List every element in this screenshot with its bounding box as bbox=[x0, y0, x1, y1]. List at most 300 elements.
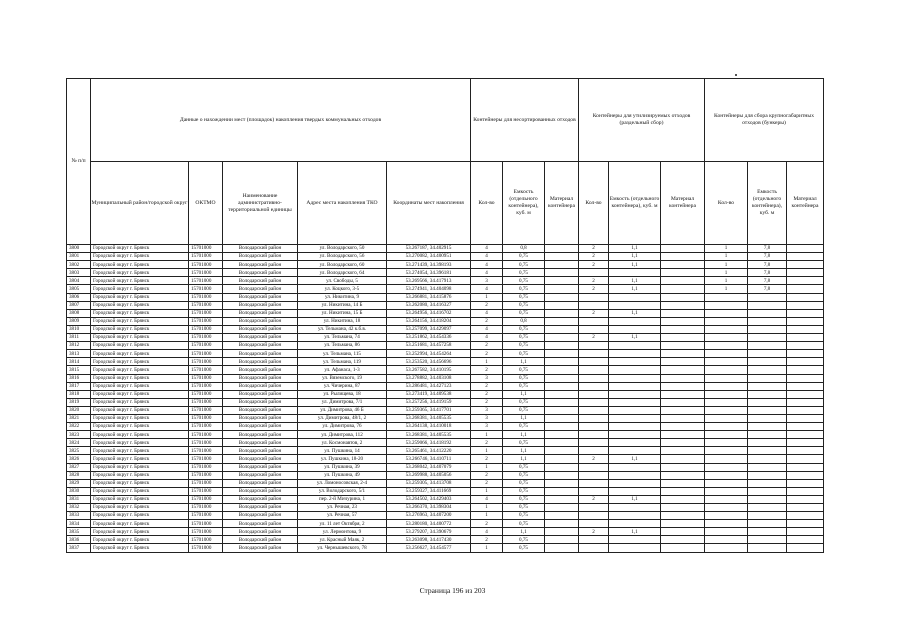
row-oktmo: 15701000 bbox=[189, 528, 223, 536]
row-material-unsorted bbox=[545, 439, 579, 447]
row-count-bulky bbox=[705, 536, 748, 544]
row-oktmo: 15701000 bbox=[189, 309, 223, 317]
row-count-unsorted: 1 bbox=[471, 431, 503, 439]
row-district: Городской округ г. Брянск bbox=[91, 269, 189, 277]
row-number: 3815 bbox=[67, 366, 91, 374]
row-coords: 53.259327, 34.411669 bbox=[387, 487, 471, 495]
row-oktmo: 15701000 bbox=[189, 512, 223, 520]
row-district: Городской округ г. Брянск bbox=[91, 325, 189, 333]
row-capacity-unsorted: 0,75 bbox=[503, 479, 545, 487]
row-material-separate bbox=[661, 544, 705, 552]
row-oktmo: 15701000 bbox=[189, 374, 223, 382]
row-capacity-unsorted: 0,75 bbox=[503, 293, 545, 301]
row-capacity-separate bbox=[609, 350, 661, 358]
row-capacity-unsorted: 0,75 bbox=[503, 277, 545, 285]
row-count-unsorted: 2 bbox=[471, 398, 503, 406]
row-count-unsorted: 2 bbox=[471, 301, 503, 309]
row-oktmo: 15701000 bbox=[189, 301, 223, 309]
row-count-bulky bbox=[705, 463, 748, 471]
row-count-bulky: 1 bbox=[705, 277, 748, 285]
row-material-separate bbox=[661, 269, 705, 277]
row-number: 3821 bbox=[67, 414, 91, 422]
row-capacity-bulky bbox=[748, 463, 787, 471]
row-territory: Володарский район bbox=[223, 487, 298, 495]
row-number: 3831 bbox=[67, 495, 91, 503]
row-material-unsorted bbox=[545, 495, 579, 503]
row-count-bulky bbox=[705, 398, 748, 406]
waste-sites-table bbox=[66, 78, 824, 553]
row-number: 3810 bbox=[67, 325, 91, 333]
row-address: ул. Володарского, 50 bbox=[298, 245, 387, 253]
row-coords: 53.267187, 34.402915 bbox=[387, 245, 471, 253]
row-capacity-separate: 1,1 bbox=[609, 245, 661, 253]
row-number: 3803 bbox=[67, 269, 91, 277]
header-count-unsorted: Кол-во bbox=[471, 162, 503, 245]
row-capacity-separate bbox=[609, 374, 661, 382]
table-row bbox=[67, 382, 824, 390]
table-row bbox=[67, 447, 824, 455]
row-capacity-separate bbox=[609, 390, 661, 398]
row-territory: Володарский район bbox=[223, 528, 298, 536]
header-group-location: Данные о нахождении мест (площадок) накопления твердых коммунальных отходов bbox=[91, 79, 471, 162]
row-count-unsorted: 2 bbox=[471, 350, 503, 358]
row-material-bulky bbox=[787, 504, 824, 512]
row-number: 3823 bbox=[67, 431, 91, 439]
row-material-unsorted bbox=[545, 334, 579, 342]
row-oktmo: 15701000 bbox=[189, 350, 223, 358]
row-material-unsorted bbox=[545, 487, 579, 495]
row-coords: 53.271439, 34.398193 bbox=[387, 261, 471, 269]
row-capacity-unsorted: 0,8 bbox=[503, 245, 545, 253]
row-oktmo: 15701000 bbox=[189, 325, 223, 333]
row-coords: 53.273419, 34.409538 bbox=[387, 390, 471, 398]
table-row bbox=[67, 358, 824, 366]
row-count-unsorted: 4 bbox=[471, 325, 503, 333]
row-address: ул. Пушкина, 49 bbox=[298, 471, 387, 479]
row-count-bulky bbox=[705, 431, 748, 439]
row-territory: Володарский район bbox=[223, 414, 298, 422]
row-count-bulky bbox=[705, 455, 748, 463]
row-capacity-unsorted: 0,75 bbox=[503, 285, 545, 293]
row-count-bulky bbox=[705, 390, 748, 398]
row-address: ул. Речная, 23 bbox=[298, 504, 387, 512]
row-oktmo: 15701000 bbox=[189, 253, 223, 261]
row-material-bulky bbox=[787, 471, 824, 479]
row-count-separate bbox=[579, 382, 609, 390]
header-address: Адрес места накопления ТКО bbox=[298, 162, 387, 245]
row-count-unsorted: 1 bbox=[471, 487, 503, 495]
row-oktmo: 15701000 bbox=[189, 366, 223, 374]
row-capacity-unsorted: 0,75 bbox=[503, 366, 545, 374]
table-row bbox=[67, 487, 824, 495]
table-row bbox=[67, 423, 824, 431]
row-material-separate bbox=[661, 414, 705, 422]
header-oktmo: ОКТМО bbox=[189, 162, 223, 245]
row-capacity-bulky bbox=[748, 439, 787, 447]
row-count-separate bbox=[579, 504, 609, 512]
table-row bbox=[67, 269, 824, 277]
row-number: 3837 bbox=[67, 544, 91, 552]
row-count-bulky: 1 bbox=[705, 269, 748, 277]
row-material-separate bbox=[661, 334, 705, 342]
row-count-separate bbox=[579, 301, 609, 309]
row-count-unsorted: 4 bbox=[471, 269, 503, 277]
row-capacity-bulky bbox=[748, 301, 787, 309]
row-address: ул. 11 лет Октября, 2 bbox=[298, 520, 387, 528]
row-count-unsorted: 1 bbox=[471, 447, 503, 455]
row-coords: 53.268381, 34.405535 bbox=[387, 431, 471, 439]
row-capacity-bulky bbox=[748, 390, 787, 398]
row-count-unsorted: 4 bbox=[471, 334, 503, 342]
row-count-bulky bbox=[705, 382, 748, 390]
row-count-separate bbox=[579, 317, 609, 325]
row-capacity-bulky bbox=[748, 309, 787, 317]
row-material-unsorted bbox=[545, 520, 579, 528]
row-district: Городской округ г. Брянск bbox=[91, 512, 189, 520]
row-address: ул. Тельмана, 74 bbox=[298, 334, 387, 342]
row-capacity-bulky bbox=[748, 495, 787, 503]
row-address: ул. Свободы, 5 bbox=[298, 277, 387, 285]
row-district: Городской округ г. Брянск bbox=[91, 390, 189, 398]
table-row bbox=[67, 463, 824, 471]
row-address: ул. Тельмана, 86 bbox=[298, 342, 387, 350]
row-capacity-unsorted: 1,1 bbox=[503, 447, 545, 455]
row-capacity-separate: 1,1 bbox=[609, 253, 661, 261]
row-number: 3836 bbox=[67, 536, 91, 544]
row-address: ул. Пушкина, 18-20 bbox=[298, 455, 387, 463]
row-material-bulky bbox=[787, 245, 824, 253]
row-capacity-unsorted: 1,1 bbox=[503, 528, 545, 536]
row-capacity-separate bbox=[609, 301, 661, 309]
row-material-unsorted bbox=[545, 374, 579, 382]
row-capacity-bulky bbox=[748, 479, 787, 487]
table-row bbox=[67, 504, 824, 512]
table-row bbox=[67, 406, 824, 414]
row-territory: Володарский район bbox=[223, 544, 298, 552]
row-oktmo: 15701000 bbox=[189, 423, 223, 431]
row-material-bulky bbox=[787, 350, 824, 358]
row-count-unsorted: 2 bbox=[471, 520, 503, 528]
row-coords: 53.259365, 34.417701 bbox=[387, 406, 471, 414]
row-coords: 53.268042, 34.407079 bbox=[387, 463, 471, 471]
row-capacity-unsorted: 0,75 bbox=[503, 463, 545, 471]
row-address: ул. Ломоносовская, 2-4 bbox=[298, 479, 387, 487]
row-coords: 53.269566, 34.417913 bbox=[387, 277, 471, 285]
table-row bbox=[67, 325, 824, 333]
row-coords: 53.256627, 34.454577 bbox=[387, 544, 471, 552]
row-number: 3830 bbox=[67, 487, 91, 495]
row-material-separate bbox=[661, 423, 705, 431]
row-count-unsorted: 4 bbox=[471, 245, 503, 253]
row-capacity-unsorted: 0,75 bbox=[503, 536, 545, 544]
row-number: 3800 bbox=[67, 245, 91, 253]
row-material-separate bbox=[661, 504, 705, 512]
header-group-bulky: Контейнеры для сбора крупногабаритных отходов (бункеры) bbox=[705, 79, 824, 162]
row-count-bulky bbox=[705, 406, 748, 414]
table-row bbox=[67, 334, 824, 342]
row-capacity-separate bbox=[609, 479, 661, 487]
row-number: 3809 bbox=[67, 317, 91, 325]
row-capacity-separate: 1,1 bbox=[609, 261, 661, 269]
row-count-bulky bbox=[705, 495, 748, 503]
row-material-unsorted bbox=[545, 253, 579, 261]
row-material-unsorted bbox=[545, 366, 579, 374]
row-material-bulky bbox=[787, 390, 824, 398]
row-territory: Володарский район bbox=[223, 261, 298, 269]
row-material-bulky bbox=[787, 463, 824, 471]
row-address: ул. Димитрова, 7/1 bbox=[298, 398, 387, 406]
row-district: Городской округ г. Брянск bbox=[91, 309, 189, 317]
row-count-separate bbox=[579, 358, 609, 366]
row-capacity-bulky bbox=[748, 512, 787, 520]
table-row bbox=[67, 439, 824, 447]
row-oktmo: 15701000 bbox=[189, 447, 223, 455]
row-material-bulky bbox=[787, 269, 824, 277]
row-number: 3802 bbox=[67, 261, 91, 269]
row-material-bulky bbox=[787, 398, 824, 406]
row-oktmo: 15701000 bbox=[189, 261, 223, 269]
header-capacity-unsorted: Емкость (отдельного контейнера), куб. м bbox=[503, 162, 545, 245]
row-count-separate bbox=[579, 431, 609, 439]
row-material-separate bbox=[661, 245, 705, 253]
row-material-separate bbox=[661, 390, 705, 398]
row-count-separate: 2 bbox=[579, 495, 609, 503]
row-number: 3808 bbox=[67, 309, 91, 317]
row-count-bulky bbox=[705, 544, 748, 552]
row-count-unsorted: 3 bbox=[471, 423, 503, 431]
row-oktmo: 15701000 bbox=[189, 277, 223, 285]
row-number: 3817 bbox=[67, 382, 91, 390]
row-oktmo: 15701000 bbox=[189, 406, 223, 414]
row-number: 3828 bbox=[67, 471, 91, 479]
row-territory: Володарский район bbox=[223, 301, 298, 309]
row-count-separate bbox=[579, 544, 609, 552]
row-district: Городской округ г. Брянск bbox=[91, 253, 189, 261]
header-district: Муниципальный район/городской округ bbox=[91, 162, 189, 245]
row-capacity-separate: 1,1 bbox=[609, 528, 661, 536]
row-capacity-separate bbox=[609, 439, 661, 447]
row-count-separate: 2 bbox=[579, 253, 609, 261]
row-coords: 53.264138, 34.410018 bbox=[387, 423, 471, 431]
row-territory: Володарский район bbox=[223, 245, 298, 253]
row-district: Городской округ г. Брянск bbox=[91, 366, 189, 374]
row-district: Городской округ г. Брянск bbox=[91, 439, 189, 447]
row-capacity-separate bbox=[609, 423, 661, 431]
row-count-unsorted: 1 bbox=[471, 358, 503, 366]
row-material-bulky bbox=[787, 431, 824, 439]
row-count-bulky bbox=[705, 528, 748, 536]
row-coords: 53.264956, 34.416702 bbox=[387, 309, 471, 317]
row-count-separate: 2 bbox=[579, 285, 609, 293]
row-coords: 53.259066, 34.418192 bbox=[387, 439, 471, 447]
row-district: Городской округ г. Брянск bbox=[91, 528, 189, 536]
row-capacity-separate bbox=[609, 447, 661, 455]
row-number: 3807 bbox=[67, 301, 91, 309]
row-material-bulky bbox=[787, 447, 824, 455]
table-row bbox=[67, 253, 824, 261]
row-count-bulky bbox=[705, 293, 748, 301]
row-coords: 53.262080, 34.416327 bbox=[387, 301, 471, 309]
row-district: Городской округ г. Брянск bbox=[91, 277, 189, 285]
row-count-unsorted: 4 bbox=[471, 495, 503, 503]
row-address: ул. Чичерина, 87 bbox=[298, 382, 387, 390]
row-capacity-unsorted: 1,1 bbox=[503, 455, 545, 463]
row-count-separate: 2 bbox=[579, 261, 609, 269]
row-material-separate bbox=[661, 285, 705, 293]
row-coords: 53.264156, 34.418204 bbox=[387, 317, 471, 325]
row-capacity-unsorted: 0,75 bbox=[503, 398, 545, 406]
row-address: ул. Димитрова, 48/1, 2 bbox=[298, 414, 387, 422]
row-coords: 53.274054, 34.396181 bbox=[387, 269, 471, 277]
header-no: № п/п bbox=[67, 79, 91, 245]
row-material-unsorted bbox=[545, 277, 579, 285]
row-number: 3835 bbox=[67, 528, 91, 536]
row-number: 3818 bbox=[67, 390, 91, 398]
row-capacity-bulky bbox=[748, 414, 787, 422]
row-capacity-unsorted: 0,75 bbox=[503, 512, 545, 520]
row-capacity-bulky: 7,8 bbox=[748, 245, 787, 253]
row-material-bulky bbox=[787, 325, 824, 333]
table-row bbox=[67, 544, 824, 552]
table-row bbox=[67, 261, 824, 269]
row-number: 3827 bbox=[67, 463, 91, 471]
row-oktmo: 15701000 bbox=[189, 245, 223, 253]
row-material-separate bbox=[661, 309, 705, 317]
table-row bbox=[67, 431, 824, 439]
row-capacity-separate: 1,1 bbox=[609, 455, 661, 463]
row-coords: 53.253520, 34.456696 bbox=[387, 358, 471, 366]
row-oktmo: 15701000 bbox=[189, 358, 223, 366]
row-number: 3833 bbox=[67, 512, 91, 520]
row-district: Городской округ г. Брянск bbox=[91, 245, 189, 253]
row-capacity-bulky bbox=[748, 431, 787, 439]
row-material-bulky bbox=[787, 455, 824, 463]
row-count-bulky: 1 bbox=[705, 261, 748, 269]
table-row bbox=[67, 301, 824, 309]
header-material-separate: Материал контейнера bbox=[661, 162, 705, 245]
row-capacity-separate: 1,1 bbox=[609, 309, 661, 317]
row-district: Городской округ г. Брянск bbox=[91, 487, 189, 495]
row-district: Городской округ г. Брянск bbox=[91, 544, 189, 552]
row-capacity-separate: 1,1 bbox=[609, 285, 661, 293]
row-count-bulky bbox=[705, 447, 748, 455]
row-number: 3805 bbox=[67, 285, 91, 293]
row-district: Городской округ г. Брянск bbox=[91, 495, 189, 503]
row-capacity-separate bbox=[609, 536, 661, 544]
row-capacity-separate bbox=[609, 366, 661, 374]
row-capacity-bulky bbox=[748, 455, 787, 463]
row-number: 3822 bbox=[67, 423, 91, 431]
row-coords: 53.266370, 34.398304 bbox=[387, 504, 471, 512]
row-material-bulky bbox=[787, 334, 824, 342]
row-address: ул. Володарского, 56 bbox=[298, 253, 387, 261]
table-row bbox=[67, 455, 824, 463]
row-capacity-bulky bbox=[748, 423, 787, 431]
row-address: пер. 2-й Мичурина, 1 bbox=[298, 495, 387, 503]
row-oktmo: 15701000 bbox=[189, 317, 223, 325]
row-material-unsorted bbox=[545, 479, 579, 487]
row-capacity-bulky: 7,8 bbox=[748, 277, 787, 285]
row-count-bulky bbox=[705, 439, 748, 447]
row-material-unsorted bbox=[545, 431, 579, 439]
row-capacity-separate bbox=[609, 317, 661, 325]
row-material-unsorted bbox=[545, 382, 579, 390]
row-material-unsorted bbox=[545, 342, 579, 350]
table-row bbox=[67, 528, 824, 536]
row-territory: Володарский район bbox=[223, 317, 298, 325]
row-capacity-bulky bbox=[748, 528, 787, 536]
row-material-bulky bbox=[787, 520, 824, 528]
table-row bbox=[67, 309, 824, 317]
row-count-unsorted: 1 bbox=[471, 293, 503, 301]
row-address: ул. Коцкого, 3-5 bbox=[298, 285, 387, 293]
row-coords: 53.251862, 34.454336 bbox=[387, 334, 471, 342]
row-material-bulky bbox=[787, 293, 824, 301]
row-count-bulky bbox=[705, 350, 748, 358]
row-address: ул. Димитрова, 112 bbox=[298, 431, 387, 439]
row-territory: Володарский район bbox=[223, 309, 298, 317]
row-material-unsorted bbox=[545, 536, 579, 544]
row-capacity-bulky bbox=[748, 358, 787, 366]
row-material-unsorted bbox=[545, 309, 579, 317]
row-capacity-separate bbox=[609, 358, 661, 366]
row-material-separate bbox=[661, 382, 705, 390]
row-count-separate bbox=[579, 423, 609, 431]
row-address: ул. Тельмана, 115 bbox=[298, 350, 387, 358]
row-district: Городской округ г. Брянск bbox=[91, 334, 189, 342]
row-territory: Володарский район bbox=[223, 382, 298, 390]
row-count-unsorted: 2 bbox=[471, 382, 503, 390]
row-count-separate bbox=[579, 398, 609, 406]
row-coords: 53.266746, 34.410711 bbox=[387, 455, 471, 463]
row-capacity-unsorted: 0,75 bbox=[503, 382, 545, 390]
row-material-unsorted bbox=[545, 455, 579, 463]
row-material-unsorted bbox=[545, 269, 579, 277]
row-material-bulky bbox=[787, 536, 824, 544]
row-material-separate bbox=[661, 512, 705, 520]
row-oktmo: 15701000 bbox=[189, 342, 223, 350]
row-capacity-separate bbox=[609, 512, 661, 520]
row-capacity-unsorted: 0,75 bbox=[503, 309, 545, 317]
row-material-bulky bbox=[787, 512, 824, 520]
row-material-bulky bbox=[787, 277, 824, 285]
row-count-unsorted: 2 bbox=[471, 317, 503, 325]
header-capacity-separate: Емкость (отдельного контейнера), куб. м bbox=[609, 162, 661, 245]
row-material-unsorted bbox=[545, 261, 579, 269]
row-address: ул. Пушкина, 14 bbox=[298, 447, 387, 455]
row-district: Городской округ г. Брянск bbox=[91, 374, 189, 382]
row-coords: 53.276963, 34.407200 bbox=[387, 512, 471, 520]
row-material-bulky bbox=[787, 358, 824, 366]
row-district: Городской округ г. Брянск bbox=[91, 261, 189, 269]
row-material-unsorted bbox=[545, 423, 579, 431]
row-capacity-unsorted: 0,75 bbox=[503, 504, 545, 512]
row-material-bulky bbox=[787, 285, 824, 293]
row-material-bulky bbox=[787, 301, 824, 309]
table-row bbox=[67, 245, 824, 253]
row-district: Городской округ г. Брянск bbox=[91, 471, 189, 479]
row-territory: Володарский район bbox=[223, 406, 298, 414]
row-coords: 53.266881, 34.415876 bbox=[387, 293, 471, 301]
row-oktmo: 15701000 bbox=[189, 520, 223, 528]
row-coords: 53.280180, 34.400772 bbox=[387, 520, 471, 528]
row-capacity-unsorted: 0,75 bbox=[503, 374, 545, 382]
row-capacity-unsorted: 0,75 bbox=[503, 495, 545, 503]
table-row bbox=[67, 536, 824, 544]
row-capacity-bulky bbox=[748, 374, 787, 382]
row-capacity-unsorted: 0,75 bbox=[503, 520, 545, 528]
row-address: ул. Володарского, 5/1 bbox=[298, 487, 387, 495]
